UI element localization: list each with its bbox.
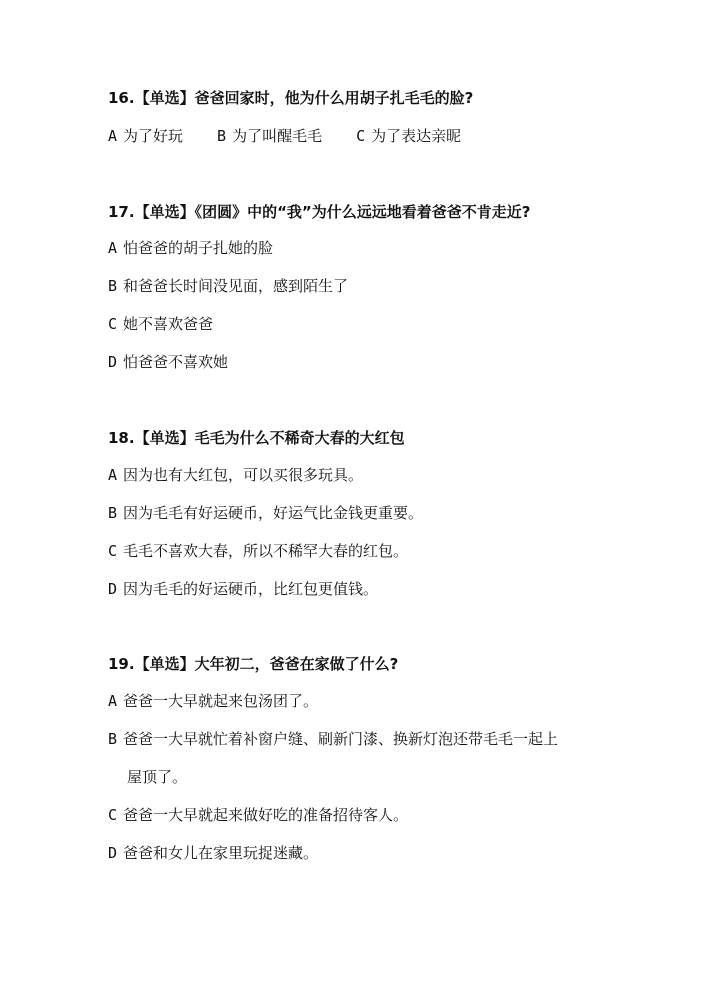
option-19-c[interactable] bbox=[108, 805, 408, 825]
question-17-title: 17.【单选】《团圆》中的“我”为什么远远地看着爸爸不肯走近? bbox=[108, 203, 531, 221]
option-letter: B bbox=[217, 127, 227, 145]
option-letter: C bbox=[108, 806, 118, 824]
option-18-c[interactable] bbox=[108, 541, 408, 561]
question-16-title: 16.【单选】爸爸回家时，他为什么用胡子扎毛毛的脸? bbox=[108, 89, 474, 107]
question-19-title: 19.【单选】大年初二，爸爸在家做了什么? bbox=[108, 655, 399, 673]
option-text: 爸爸一大早就忙着补窗户缝、刷新门漆、换新灯泡还带毛毛一起上 bbox=[123, 730, 559, 748]
option-letter: D bbox=[108, 844, 118, 862]
option-19-a[interactable] bbox=[108, 691, 318, 711]
option-letter: B bbox=[108, 730, 118, 748]
option-18-b[interactable] bbox=[108, 503, 423, 523]
option-letter: A bbox=[108, 127, 118, 145]
option-17-b[interactable] bbox=[108, 276, 348, 296]
option-18-a[interactable] bbox=[108, 465, 363, 485]
option-text: 为了叫醒毛毛 bbox=[232, 127, 323, 145]
option-text: 她不喜欢爸爸 bbox=[123, 315, 214, 333]
option-text: 因为毛毛有好运硬币，好运气比金钱更重要。 bbox=[123, 504, 424, 522]
option-text: 爸爸一大早就起来包汤团了。 bbox=[123, 692, 319, 710]
option-text: 为了表达亲昵 bbox=[371, 127, 462, 145]
option-letter: C bbox=[108, 542, 118, 560]
option-letter: C bbox=[356, 127, 366, 145]
option-16-a[interactable] bbox=[108, 126, 183, 146]
option-letter: B bbox=[108, 504, 118, 522]
option-19-d[interactable] bbox=[108, 843, 318, 863]
option-letter: D bbox=[108, 580, 118, 598]
option-text: 和爸爸长时间没见面，感到陌生了 bbox=[123, 277, 349, 295]
option-letter: D bbox=[108, 353, 118, 371]
question-18-title: 18.【单选】毛毛为什么不稀奇大春的大红包 bbox=[108, 429, 405, 447]
option-17-a[interactable] bbox=[108, 238, 273, 258]
option-text: 爸爸和女儿在家里玩捉迷藏。 bbox=[123, 844, 319, 862]
option-letter: A bbox=[108, 466, 118, 484]
option-19-b-continuation: 屋顶了。 bbox=[127, 768, 188, 786]
question-16-options bbox=[108, 126, 461, 146]
option-text: 因为毛毛的好运硬币，比红包更值钱。 bbox=[123, 580, 379, 598]
option-19-b[interactable] bbox=[108, 729, 558, 749]
option-17-d[interactable] bbox=[108, 352, 228, 372]
option-letter: C bbox=[108, 315, 118, 333]
option-text: 怕爸爸不喜欢她 bbox=[123, 353, 229, 371]
option-text: 为了好玩 bbox=[123, 127, 184, 145]
option-letter: A bbox=[108, 692, 118, 710]
option-letter: B bbox=[108, 277, 118, 295]
option-text: 怕爸爸的胡子扎她的脸 bbox=[123, 239, 274, 257]
option-letter: A bbox=[108, 239, 118, 257]
option-18-d[interactable] bbox=[108, 579, 378, 599]
option-16-c[interactable] bbox=[356, 126, 461, 146]
option-text: 毛毛不喜欢大春，所以不稀罕大春的红包。 bbox=[123, 542, 409, 560]
option-16-b[interactable] bbox=[217, 126, 322, 146]
option-17-c[interactable] bbox=[108, 314, 213, 334]
option-text: 因为也有大红包，可以买很多玩具。 bbox=[123, 466, 364, 484]
option-text: 爸爸一大早就起来做好吃的准备招待客人。 bbox=[123, 806, 409, 824]
